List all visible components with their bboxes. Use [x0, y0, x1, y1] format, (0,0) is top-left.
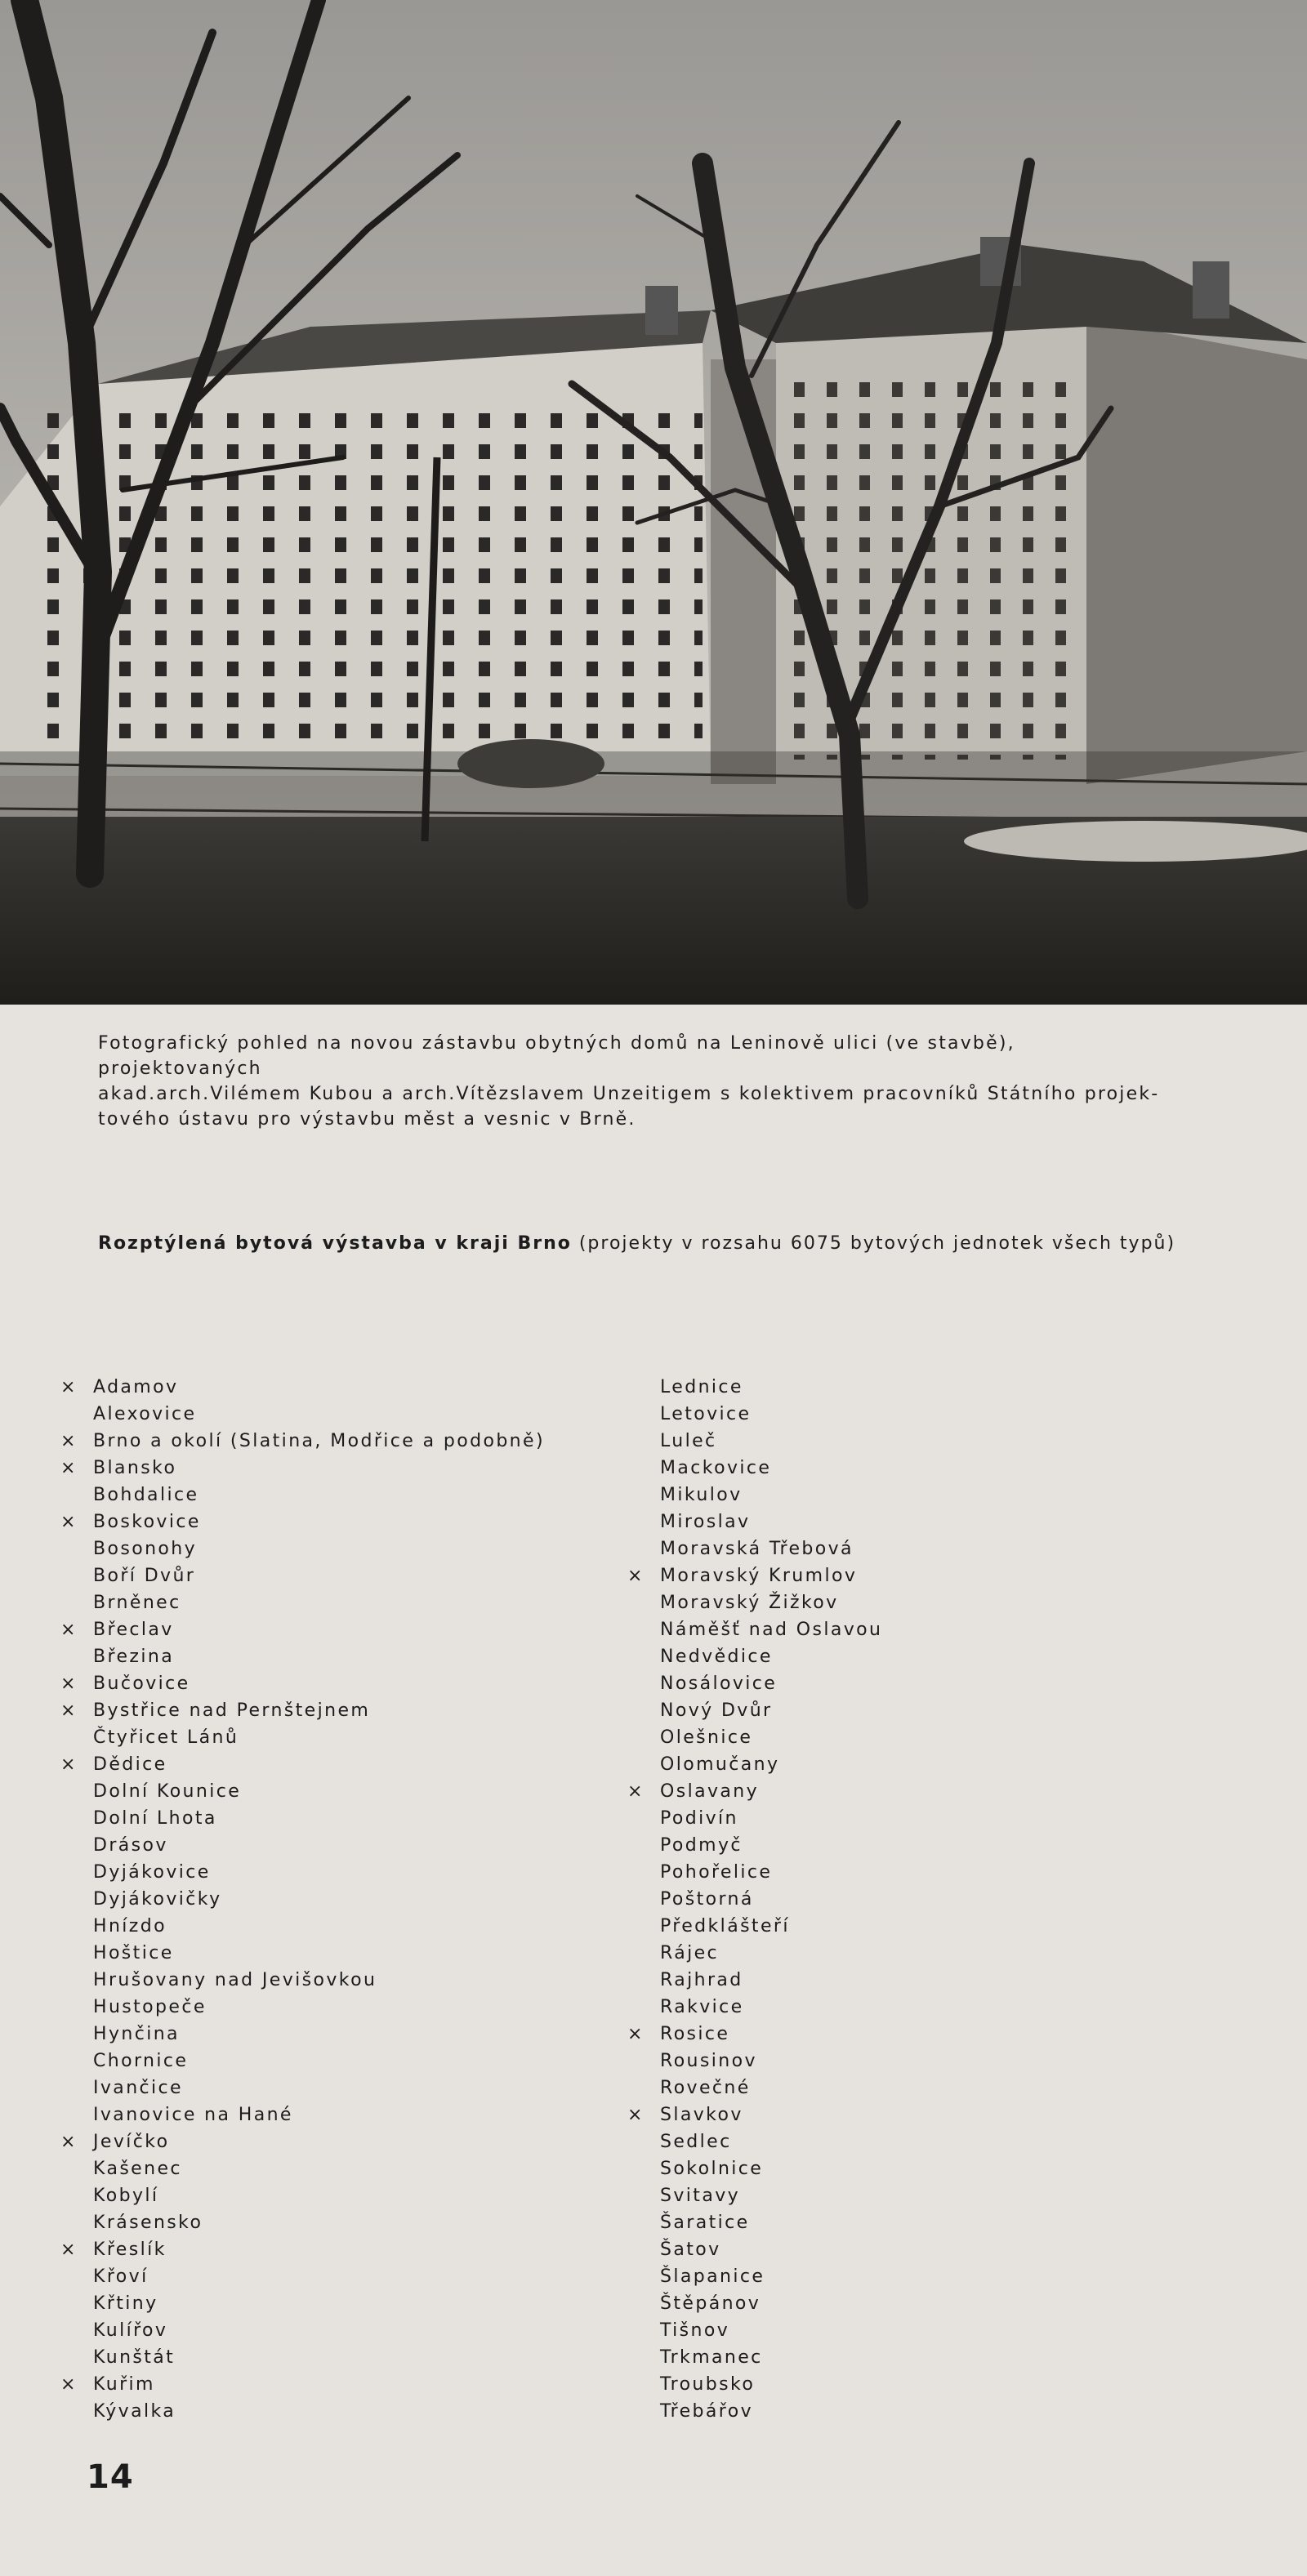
list-item [60, 2155, 545, 2182]
list-item [627, 1562, 882, 1589]
list-item [627, 1482, 882, 1509]
town-name: Kobylí [93, 2186, 159, 2206]
list-item [60, 2048, 545, 2075]
list-item [627, 1751, 882, 1778]
list-item [60, 2317, 545, 2344]
town-name: Předklášteří [660, 1916, 790, 1936]
list-item [60, 1697, 545, 1724]
list-item [627, 2048, 882, 2075]
town-name: Dolní Lhota [93, 1808, 217, 1829]
list-item [627, 2209, 882, 2236]
list-item [60, 1643, 545, 1670]
town-name: Sedlec [660, 2132, 732, 2152]
town-name: Sokolnice [660, 2159, 764, 2179]
town-name: Rájec [660, 1943, 720, 1963]
heading-bold: Rozptýlená bytová výstavba v kraji Brno [98, 1233, 572, 1254]
list-item [627, 1805, 882, 1832]
list-item [627, 1535, 882, 1562]
town-name: Letovice [660, 1404, 752, 1424]
town-name: Slavkov [660, 2105, 743, 2125]
list-item [60, 2263, 545, 2290]
list-item [60, 1913, 545, 1940]
list-item [60, 1374, 545, 1401]
list-item [627, 2128, 882, 2155]
heading-rest: (projekty v rozsahu 6075 bytových jednotek všech typů) [571, 1233, 1176, 1254]
town-name: Třebářov [660, 2401, 753, 2422]
page-number: 14 [87, 2458, 134, 2496]
cross-mark-icon: × [627, 1781, 645, 1802]
list-item [627, 1697, 882, 1724]
town-name: Křtiny [93, 2293, 158, 2314]
cross-mark-icon: × [60, 1377, 78, 1397]
list-item [60, 2182, 545, 2209]
list-item [60, 2398, 545, 2425]
list-item [60, 1778, 545, 1805]
list-item [627, 2344, 882, 2371]
cross-mark-icon: × [60, 2240, 78, 2260]
town-name: Miroslav [660, 1512, 751, 1532]
town-name: Dyjákovice [93, 1862, 211, 1883]
town-list-right [627, 1374, 882, 2425]
cross-mark-icon: × [60, 1620, 78, 1640]
list-item [60, 2344, 545, 2371]
town-name: Drásov [93, 1835, 168, 1856]
town-list-left [60, 1374, 545, 2425]
list-item [627, 1994, 882, 2021]
town-name: Jevíčko [93, 2132, 170, 2152]
town-name: Kuřim [93, 2374, 155, 2395]
list-item [627, 1859, 882, 1886]
town-name: Dolní Kounice [93, 1781, 242, 1802]
town-name: Alexovice [93, 1404, 197, 1424]
town-name: Pohořelice [660, 1862, 773, 1883]
town-name: Mackovice [660, 1458, 772, 1478]
town-name: Bučovice [93, 1674, 190, 1694]
town-name: Poštorná [660, 1889, 754, 1910]
town-name: Hnízdo [93, 1916, 167, 1936]
list-item [60, 1535, 545, 1562]
town-name: Krásensko [93, 2213, 203, 2233]
town-name: Luleč [660, 1431, 717, 1451]
list-item [627, 2398, 882, 2425]
list-item [60, 2209, 545, 2236]
section-heading [98, 1233, 1225, 1254]
list-item [60, 2290, 545, 2317]
list-item [627, 1778, 882, 1805]
cross-mark-icon: × [60, 1674, 78, 1694]
list-item [60, 1724, 545, 1751]
list-item [627, 2021, 882, 2048]
town-name: Šlapanice [660, 2266, 765, 2287]
list-item [60, 2101, 545, 2128]
town-name: Rovečné [660, 2078, 751, 2098]
town-name: Olomučany [660, 1754, 780, 1775]
town-name: Boří Dvůr [93, 1566, 196, 1586]
list-item [627, 1589, 882, 1616]
town-name: Ivančice [93, 2078, 183, 2098]
town-name: Brno a okolí (Slatina, Modřice a podobně) [93, 1431, 545, 1451]
town-name: Břeclav [93, 1620, 174, 1640]
list-item [627, 1616, 882, 1643]
town-name: Podmyč [660, 1835, 743, 1856]
list-item [60, 1940, 545, 1967]
list-item [60, 1751, 545, 1778]
list-item [627, 1967, 882, 1994]
list-item [627, 1643, 882, 1670]
town-name: Hustopeče [93, 1997, 207, 2017]
list-item [627, 1374, 882, 1401]
town-name: Podivín [660, 1808, 738, 1829]
list-item [627, 2155, 882, 2182]
list-item [627, 1724, 882, 1751]
list-item [60, 1616, 545, 1643]
list-item [60, 2075, 545, 2101]
list-item [60, 1455, 545, 1482]
town-name: Bosonohy [93, 1539, 198, 1559]
list-item [60, 2236, 545, 2263]
list-item [627, 2371, 882, 2398]
town-name: Chornice [93, 2051, 189, 2071]
town-name: Kunštát [93, 2347, 176, 2368]
cross-mark-icon: × [60, 1458, 78, 1478]
caption-line: akad.arch.Vilémem Kubou a arch.Vítězslavem Unzeitigem s kolektivem pracovníků Státního projek- [98, 1084, 1160, 1104]
town-name: Hoštice [93, 1943, 174, 1963]
town-name: Troubsko [660, 2374, 756, 2395]
list-item [627, 1428, 882, 1455]
list-item [627, 2236, 882, 2263]
list-item [60, 1482, 545, 1509]
town-name: Bohdalice [93, 1485, 199, 1505]
town-name: Rousinov [660, 2051, 757, 2071]
list-item [627, 1455, 882, 1482]
town-name: Boskovice [93, 1512, 201, 1532]
list-item [60, 1859, 545, 1886]
town-name: Křoví [93, 2266, 149, 2287]
list-item [627, 1913, 882, 1940]
town-name: Olešnice [660, 1727, 753, 1748]
list-item [60, 1589, 545, 1616]
town-name: Ivanovice na Hané [93, 2105, 293, 2125]
list-item [60, 1832, 545, 1859]
list-item [627, 2317, 882, 2344]
town-name: Kulířov [93, 2320, 168, 2341]
town-name: Lednice [660, 1377, 743, 1397]
cross-mark-icon: × [627, 2024, 645, 2044]
town-name: Tišnov [660, 2320, 730, 2341]
town-name: Březina [93, 1647, 175, 1667]
town-name: Štěpánov [660, 2293, 761, 2314]
cross-mark-icon: × [60, 1512, 78, 1532]
cross-mark-icon: × [60, 1431, 78, 1451]
town-name: Šatov [660, 2240, 721, 2260]
town-name: Hrušovany nad Jevišovkou [93, 1970, 377, 1990]
photo-caption [98, 1031, 1160, 1132]
list-item [60, 1886, 545, 1913]
cross-mark-icon: × [627, 2105, 645, 2125]
caption-line: tového ústavu pro výstavbu měst a vesnic v Brně. [98, 1109, 636, 1130]
town-name: Trkmanec [660, 2347, 763, 2368]
list-item [60, 1509, 545, 1535]
town-name: Blansko [93, 1458, 177, 1478]
list-item [627, 1509, 882, 1535]
list-item [60, 1994, 545, 2021]
town-name: Mikulov [660, 1485, 743, 1505]
list-item [60, 1562, 545, 1589]
cross-mark-icon: × [60, 2132, 78, 2152]
list-item [60, 1805, 545, 1832]
town-name: Šaratice [660, 2213, 750, 2233]
town-name: Nosálovice [660, 1674, 778, 1694]
list-item [627, 1832, 882, 1859]
caption-line: Fotografický pohled na novou zástavbu obytných domů na Leninově ulici (ve stavbě), projektovaných [98, 1033, 1015, 1079]
list-item [627, 2075, 882, 2101]
list-item [60, 1967, 545, 1994]
town-name: Čtyřicet Lánů [93, 1727, 239, 1748]
list-item [60, 1428, 545, 1455]
town-name: Nedvědice [660, 1647, 773, 1667]
town-name: Kývalka [93, 2401, 176, 2422]
cross-mark-icon: × [60, 1754, 78, 1775]
list-item [627, 2290, 882, 2317]
building-photo [0, 0, 1307, 1005]
list-item [60, 2021, 545, 2048]
town-name: Křeslík [93, 2240, 167, 2260]
town-name: Nový Dvůr [660, 1700, 773, 1721]
list-item [60, 1670, 545, 1697]
list-item [60, 2371, 545, 2398]
town-name: Hynčina [93, 2024, 180, 2044]
town-name: Moravská Třebová [660, 1539, 854, 1559]
town-name: Rakvice [660, 1997, 744, 2017]
town-name: Rajhrad [660, 1970, 743, 1990]
town-name: Dědice [93, 1754, 167, 1775]
town-name: Rosice [660, 2024, 730, 2044]
cross-mark-icon: × [627, 1566, 645, 1586]
list-item [627, 2182, 882, 2209]
town-name: Brněnec [93, 1593, 181, 1613]
list-item [60, 2128, 545, 2155]
list-item [627, 2101, 882, 2128]
town-name: Bystřice nad Pernštejnem [93, 1700, 371, 1721]
cross-mark-icon: × [60, 1700, 78, 1721]
list-item [627, 1401, 882, 1428]
town-name: Náměšť nad Oslavou [660, 1620, 883, 1640]
town-name: Kašenec [93, 2159, 182, 2179]
list-item [627, 1886, 882, 1913]
list-item [627, 1940, 882, 1967]
town-name: Oslavany [660, 1781, 760, 1802]
cross-mark-icon: × [60, 2374, 78, 2395]
list-item [627, 1670, 882, 1697]
town-name: Adamov [93, 1377, 179, 1397]
town-name: Moravský Žižkov [660, 1593, 839, 1613]
town-name: Moravský Krumlov [660, 1566, 858, 1586]
list-item [60, 1401, 545, 1428]
town-name: Dyjákovičky [93, 1889, 222, 1910]
list-item [627, 2263, 882, 2290]
town-name: Svitavy [660, 2186, 741, 2206]
